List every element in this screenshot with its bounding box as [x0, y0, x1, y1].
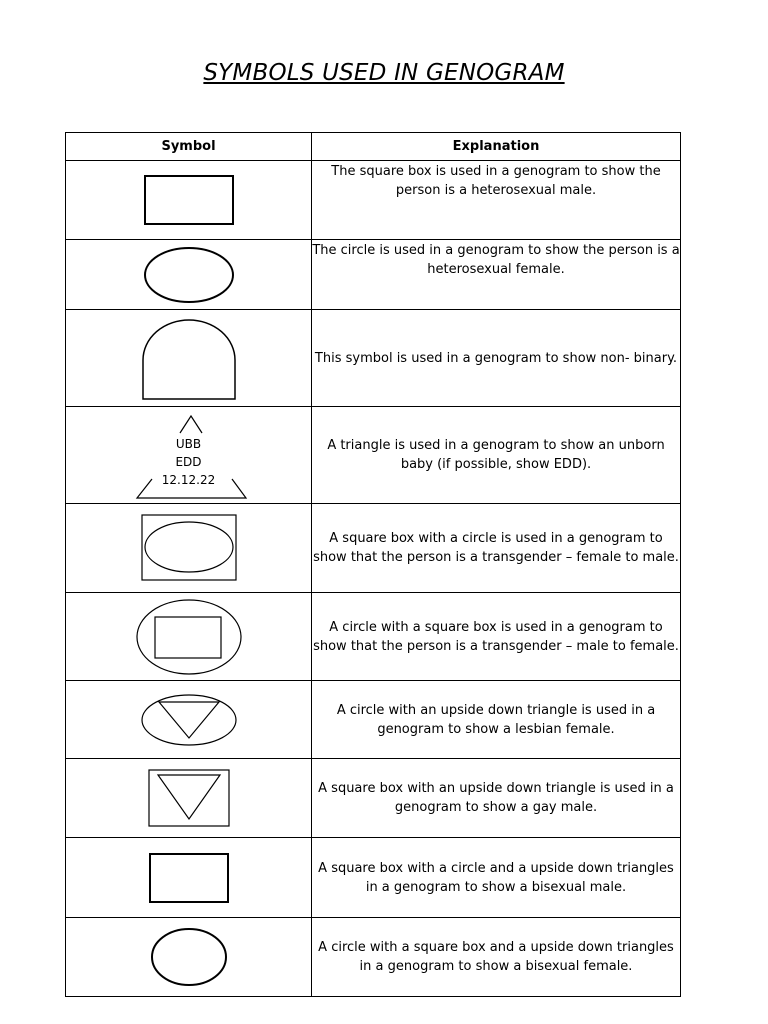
arch-icon — [139, 313, 239, 403]
table-header-row — [66, 133, 681, 161]
explanation-cell: The square box is used in a genogram to show the person is a heterosexual male. — [312, 161, 681, 240]
symbols-table — [65, 132, 681, 997]
table-row — [66, 681, 681, 759]
explanation-cell: A circle with an upside down triangle is used in a genogram to show a lesbian female. — [312, 681, 681, 759]
header-symbol: Symbol — [66, 133, 312, 161]
table-row — [66, 759, 681, 838]
table-row — [66, 504, 681, 593]
page-title: SYMBOLS USED IN GENOGRAM — [203, 60, 565, 86]
table-row — [66, 161, 681, 240]
table-row — [66, 593, 681, 681]
table-row — [66, 918, 681, 997]
explanation-cell: A square box with an upside down triangle is used in a genogram to show a gay male. — [312, 759, 681, 838]
square-with-triangle-icon — [144, 767, 234, 829]
table-row — [66, 310, 681, 407]
table-row — [66, 407, 681, 504]
circle-icon — [144, 925, 234, 989]
table-row — [66, 838, 681, 918]
explanation-cell: A square box with a circle and a upside down triangles in a genogram to show a bisexual male. — [312, 838, 681, 918]
symbol-cell — [66, 407, 312, 504]
square-icon — [144, 848, 234, 908]
explanation-cell: A square box with a circle is used in a genogram to show that the person is a transgender – female to male. — [312, 504, 681, 593]
square-icon — [139, 170, 239, 230]
explanation-cell: The circle is used in a genogram to show the person is a heterosexual female. — [312, 240, 681, 310]
symbol-cell — [66, 161, 312, 240]
symbol-cell — [66, 918, 312, 997]
explanation-cell: A circle with a square box and a upside down triangles in a genogram to show a bisexual female. — [312, 918, 681, 997]
triangle-label-date: 12.12.22 — [161, 473, 216, 487]
symbol-cell — [66, 759, 312, 838]
table-row — [66, 240, 681, 310]
explanation-cell: A circle with a square box is used in a genogram to show that the person is a transgender – male to female. — [312, 593, 681, 681]
circle-with-triangle-icon — [139, 692, 239, 748]
triangle-label-edd: EDD — [175, 455, 202, 469]
symbol-cell — [66, 681, 312, 759]
square-with-circle-icon — [139, 513, 239, 583]
symbol-cell — [66, 593, 312, 681]
circle-icon — [139, 244, 239, 306]
circle-with-square-icon — [134, 597, 244, 677]
symbol-cell — [66, 310, 312, 407]
explanation-cell: A triangle is used in a genogram to show an unborn baby (if possible, show EDD). — [312, 407, 681, 504]
explanation-cell: This symbol is used in a genogram to show non- binary. — [312, 310, 681, 407]
symbol-cell — [66, 838, 312, 918]
triangle-label-ubb: UBB — [175, 437, 202, 451]
symbol-cell — [66, 504, 312, 593]
symbol-cell — [66, 240, 312, 310]
header-explanation: Explanation — [312, 133, 681, 161]
